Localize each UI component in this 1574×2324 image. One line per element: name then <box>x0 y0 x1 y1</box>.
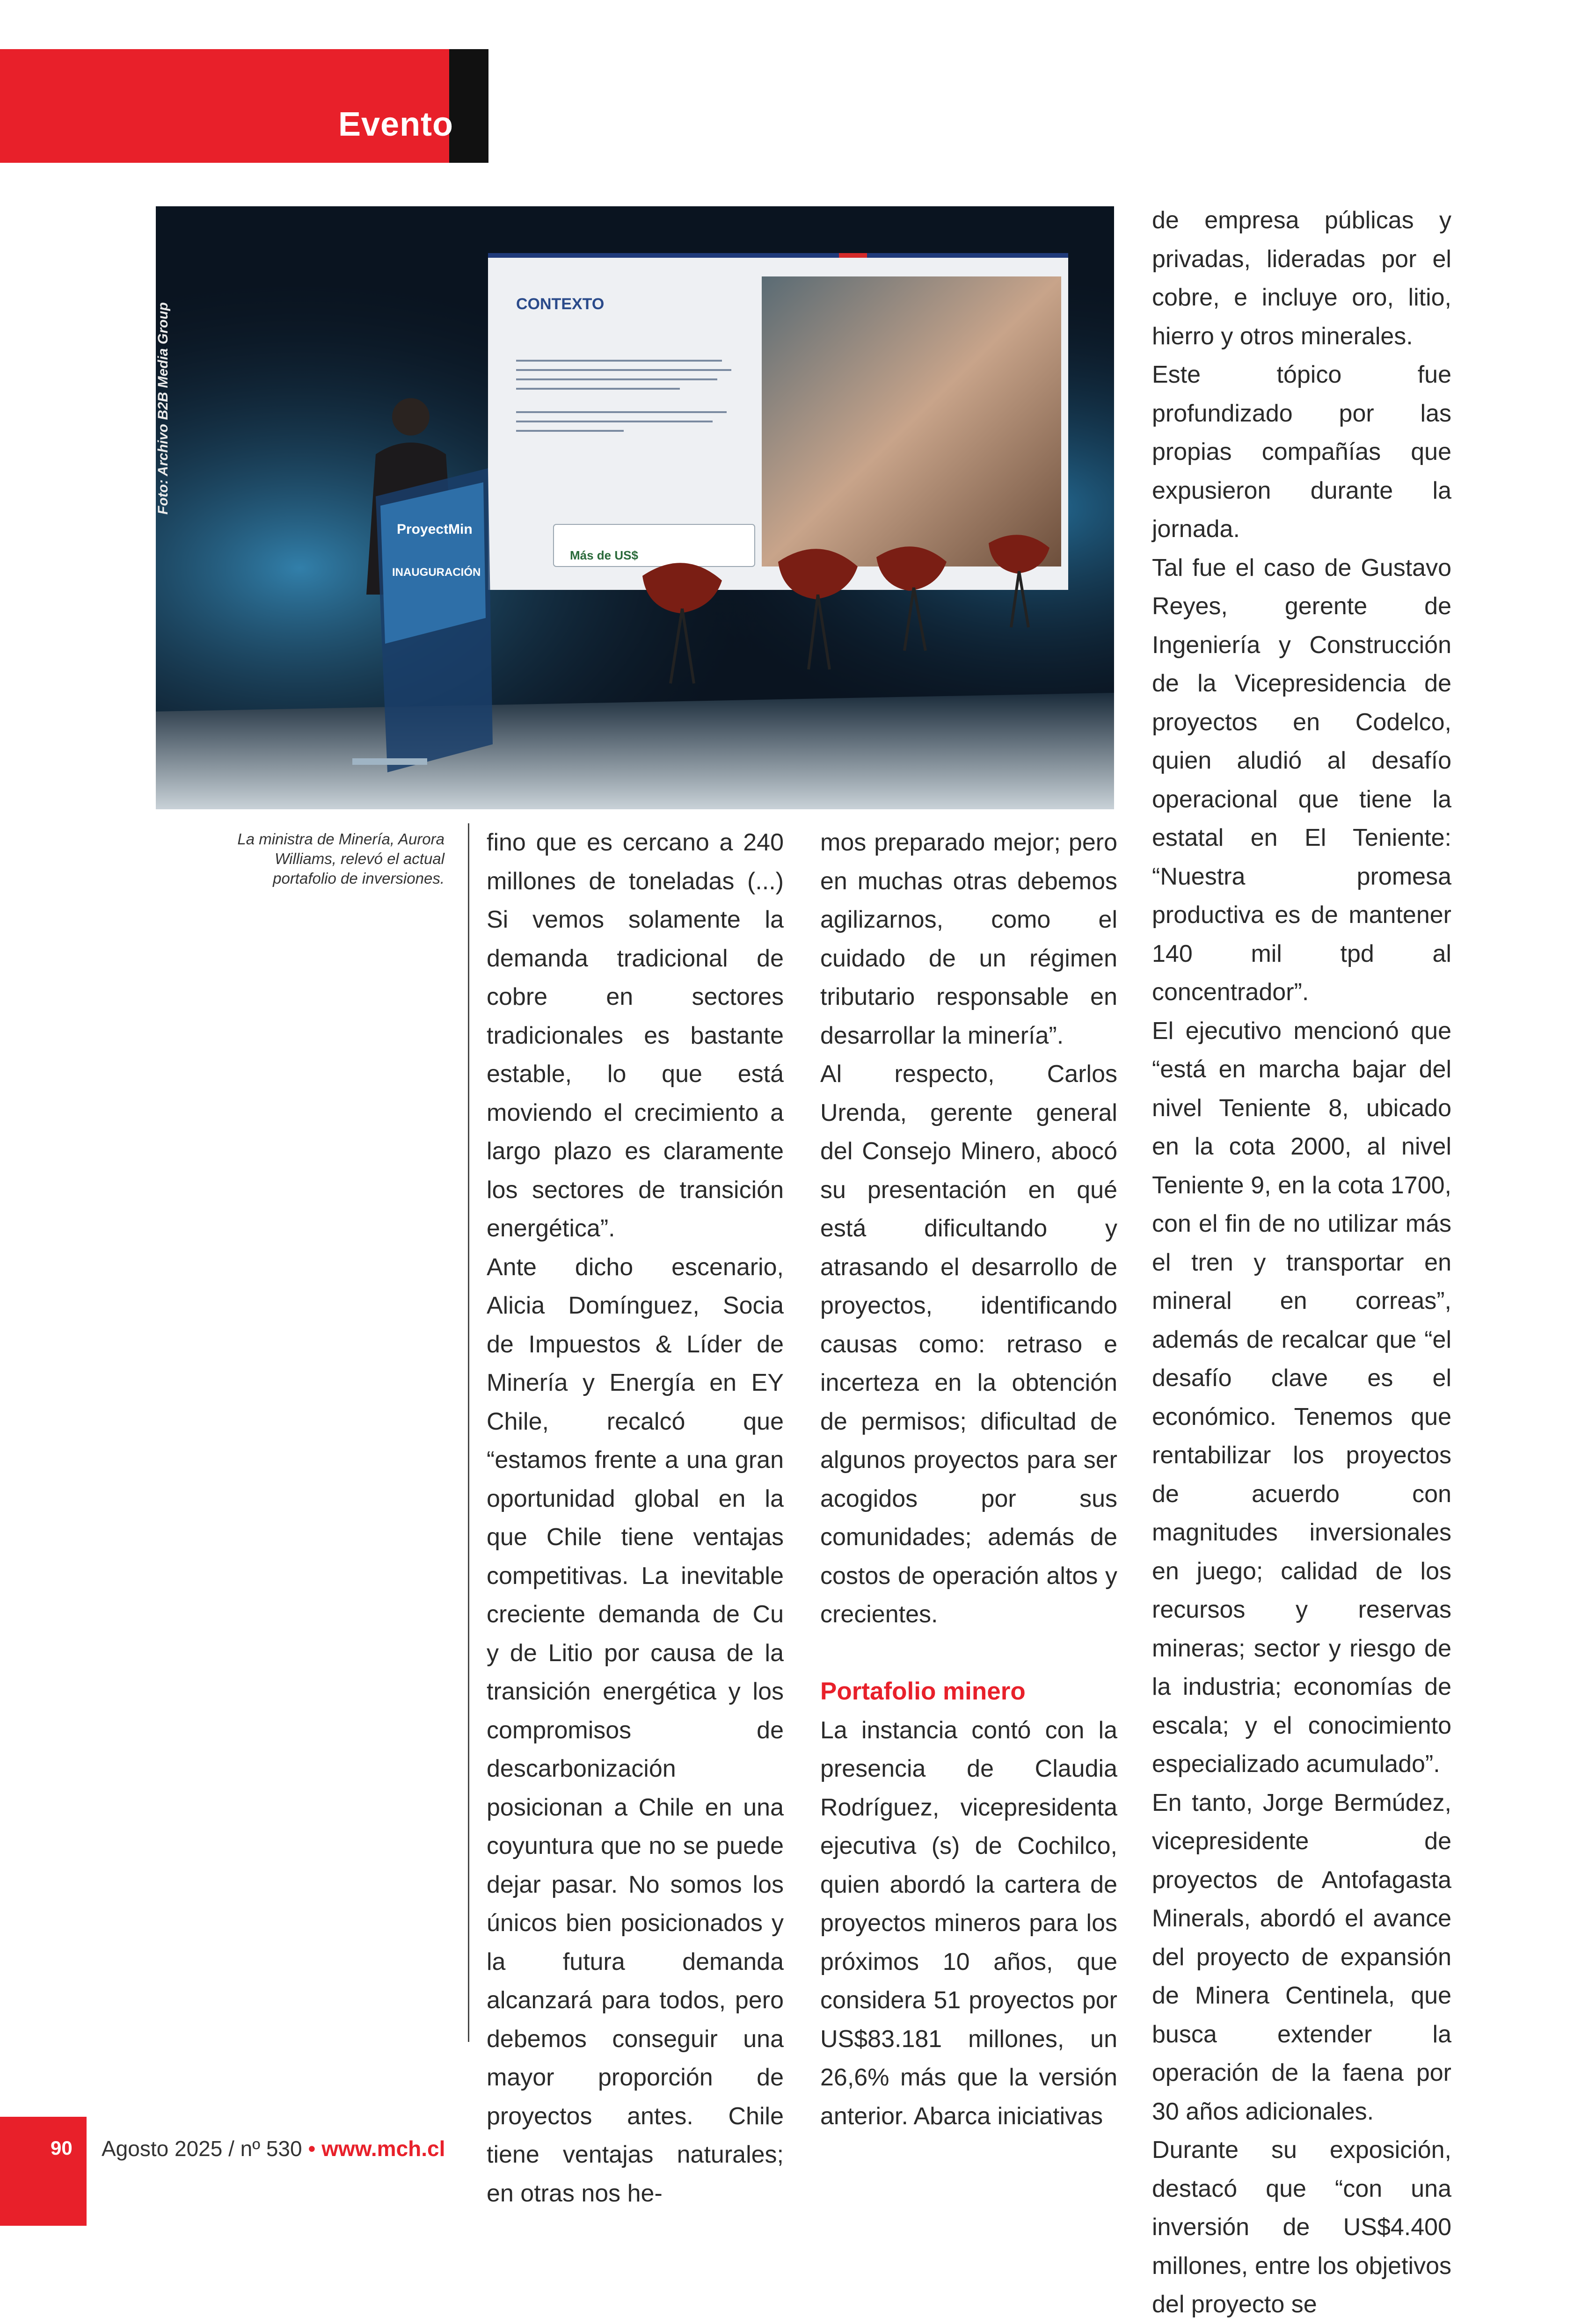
footer-url-link[interactable]: www.mch.cl <box>321 2136 445 2161</box>
page-number: 90 <box>51 2137 73 2159</box>
photo-caption: La ministra de Minería, Aurora Williams, relevó el actual portafolio de inversiones. <box>237 830 445 887</box>
paragraph: mos preparado mejor; pero en muchas otras debemos agilizarnos, como el cuidado de un régimen tributario responsable en desarrollar la minería”. <box>820 829 1117 1049</box>
footer-separator: • <box>308 2136 316 2161</box>
event-photo-illustration <box>156 206 1114 809</box>
event-photo <box>156 206 1114 809</box>
podium-brand: ProyectMin <box>397 522 473 537</box>
footer-issue: Agosto 2025 / nº 530 <box>102 2136 302 2161</box>
subheading: Portafolio minero <box>820 1678 1026 1705</box>
section-tab-accent <box>449 49 488 163</box>
photo-credit: Foto: Archivo B2B Media Group <box>155 302 171 515</box>
footer-issue-line <box>102 2136 445 2161</box>
article-column-3 <box>1152 201 1451 2324</box>
article-column-2 <box>820 823 1117 2135</box>
paragraph: Durante su exposición, destacó que “con una inversión de US$4.400 millones, entre los objetivos del proyecto se <box>1152 2136 1451 2318</box>
paragraph: En tanto, Jorge Bermúdez, vicepresidente de proyectos de Antofagasta Minerals, abordó el avance del proyecto de expansión de Minera Centinela, que busca extender la operación de la faena por 30 años adicionales. <box>1152 1789 1451 2125</box>
paragraph: Tal fue el caso de Gustavo Reyes, gerente de Ingeniería y Construcción de la Vicepresidencia de proyectos en Codelco, quien aludió al desafío operacional que tiene la estatal en El Teniente: “Nuestra promesa productiva es de mantener 140 mil tpd al concentrador”. <box>1152 554 1451 1006</box>
article-column-1 <box>487 823 784 2213</box>
paragraph: fino que es cercano a 240 millones de toneladas (...) Si vemos solamente la demanda tradicional de cobre en sectores tradicionales es bastante estable, lo que está moviendo el crecimiento a largo plazo es claramente los sectores de transición energética”. <box>487 829 784 1242</box>
paragraph: Al respecto, Carlos Urenda, gerente general del Consejo Minero, abocó su presentación en qué está dificultando y atrasando el desarrollo de proyectos, identificando causas como: retraso e incerteza en la obtención de permisos; dificultad de algunos proyectos para ser acogidos por sus comunidades; además de costos de operación altos y crecientes. <box>820 1060 1117 1628</box>
paragraph: La instancia contó con la presencia de Claudia Rodríguez, vicepresidenta ejecutiva (s) de Cochilco, quien abordó la cartera de proyectos mineros para los próximos 10 años, que considera 51 proyectos por US$83.181 millones, un 26,6% más que la versión anterior. Abarca iniciativas <box>820 1716 1117 2130</box>
slide-box-label: Más de US$ <box>570 548 638 562</box>
footer-page-tab <box>0 2117 87 2226</box>
paragraph: Ante dicho escenario, Alicia Domínguez, Socia de Impuestos & Líder de Minería y Energía en EY Chile, recalcó que “estamos frente a una gran oportunidad global en la que Chile tiene ventajas competitivas. La inevitable creciente demanda de Cu y de Litio por causa de la transición energética y los compromisos de descarbonización posicionan a Chile en una coyuntura que no se puede dejar pasar. No somos los únicos bien posicionados y la futura demanda alcanzará para todos, pero debemos conseguir una mayor proporción de proyectos antes. Chile tiene ventajas naturales; en otras nos he- <box>487 1253 784 2207</box>
podium-title: INAUGURACIÓN <box>392 566 481 579</box>
paragraph: Este tópico fue profundizado por las propias compañías que expusieron durante la jornada. <box>1152 361 1451 543</box>
paragraph: El ejecutivo mencionó que “está en marcha bajar del nivel Teniente 8, ubicado en la cota 2000, al nivel Teniente 9, en la cota 1700, con el fin de no utilizar más el tren y transportar en mineral en correas”, además de recalcar que “el desafío clave es el económico. Tenemos que rentabilizar los proyectos de acuerdo con magnitudes inversionales en juego; calidad de los recursos y reservas mineras; sector y riesgo de la industria; economías de escala; y el conocimiento especializado acumulado”. <box>1152 1017 1451 1778</box>
section-label: Evento <box>338 106 453 143</box>
spacer <box>820 1634 1117 1673</box>
slide-heading: CONTEXTO <box>516 295 605 313</box>
paragraph: de empresa públicas y privadas, lideradas por el cobre, e incluye oro, litio, hierro y otros minerales. <box>1152 207 1451 350</box>
column-divider <box>468 823 469 2042</box>
